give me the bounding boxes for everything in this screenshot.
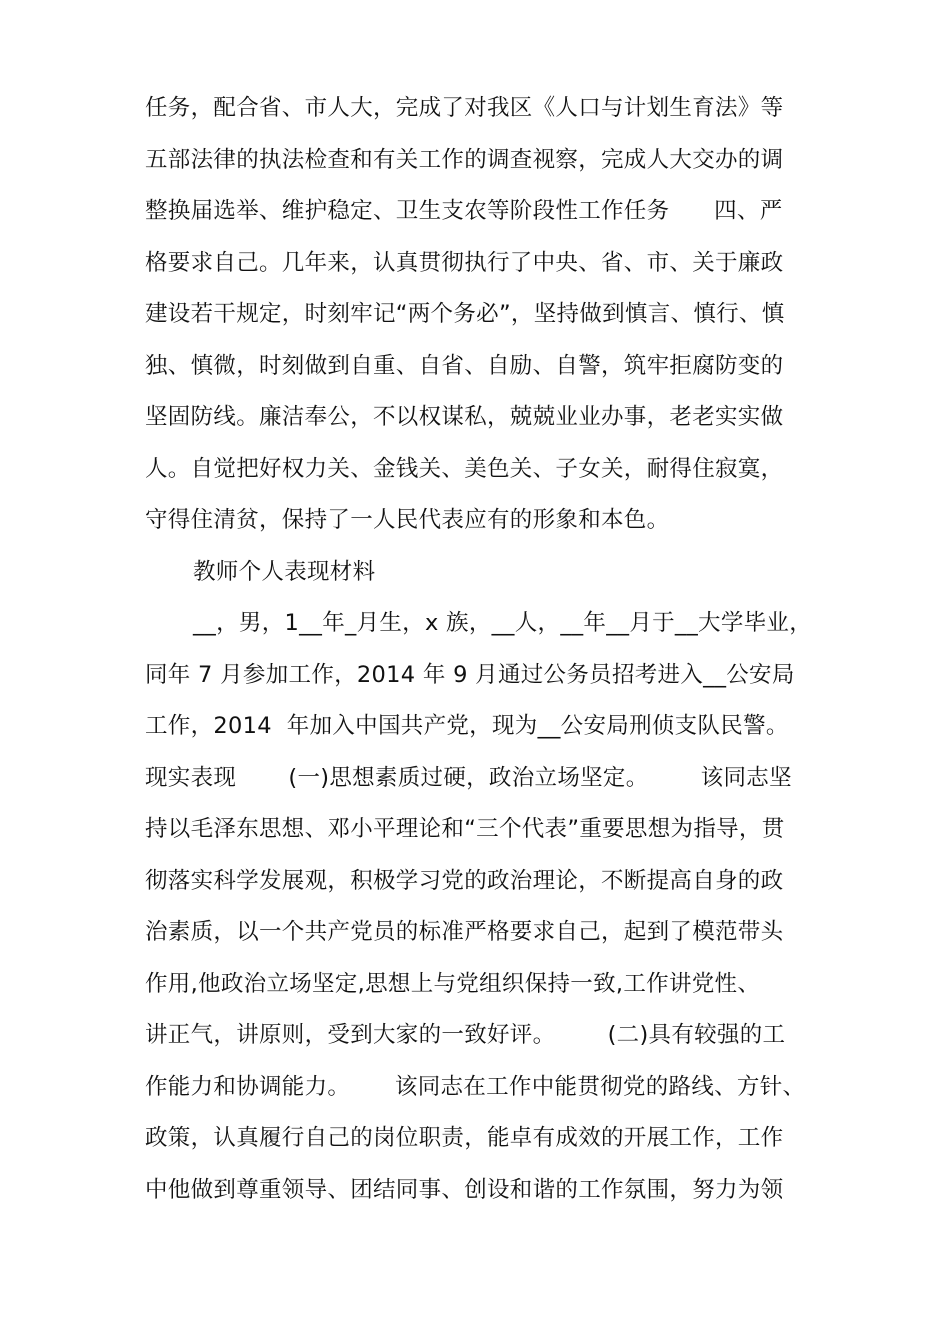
text-line: 持以毛泽东思想、邓小平理论和“三个代表”重要思想为指导，贯 [145, 816, 785, 842]
text-line: 作用,他政治立场坚定,思想上与党组织保持一致,工作讲党性、 [145, 971, 761, 997]
text-line: 守得住清贫，保持了一人民代表应有的形象和本色。 [145, 507, 670, 533]
text-line: 政策，认真履行自己的岗位职责，能卓有成效的开展工作，工作 [145, 1125, 784, 1151]
text-line: 坚固防线。廉洁奉公，不以权谋私，兢兢业业办事，老老实实做 [145, 404, 784, 430]
text-line: 整换届选举、维护稳定、卫生支农等阶段性工作任务 四、严 [145, 198, 783, 224]
text-line: 人。自觉把好权力关、金钱关、美色关、子女关，耐得住寂寞， [145, 456, 784, 482]
text-line: 建设若干规定，时刻牢记“两个务必”，坚持做到慎言、慎行、慎 [145, 301, 785, 327]
text-line: 讲正气，讲原则，受到大家的一致好评。 (二)具有较强的工 [145, 1022, 786, 1048]
text-line: 中他做到尊重领导、团结同事、创设和谐的工作氛围，努力为领 [145, 1177, 784, 1203]
section-title: 教师个人表现材料 [193, 559, 376, 585]
text-line: 同年 7 月参加工作，2014 年 9 月通过公务员招考进入__公安局 [145, 662, 795, 688]
text-line: 作能力和协调能力。 该同志在工作中能贯彻党的路线、方针、 [145, 1074, 806, 1100]
text-line: 现实表现 (一)思想素质过硬，政治立场坚定。 该同志坚 [145, 765, 792, 791]
text-line: 彻落实科学发展观，积极学习党的政治理论，不断提高自身的政 [145, 868, 784, 894]
text-line: 五部法律的执法检查和有关工作的调查视察，完成人大交办的调 [145, 147, 784, 173]
text-line: 工作，2014 年加入中国共产党，现为__公安局刑侦支队民警。 [145, 713, 789, 739]
text-line: 格要求自己。几年来，认真贯彻执行了中央、省、市、关于廉政 [145, 250, 784, 276]
text-line: 独、慎微，时刻做到自重、自省、自励、自警，筑牢拒腐防变的 [145, 353, 784, 379]
text-line: __，男，1__年_月生，x 族，__人，__年__月于__大学毕业， [193, 610, 813, 636]
text-line: 治素质，以一个共产党员的标准严格要求自己，起到了模范带头 [145, 919, 784, 945]
text-line: 任务，配合省、市人大，完成了对我区《人口与计划生育法》等 [145, 95, 784, 121]
